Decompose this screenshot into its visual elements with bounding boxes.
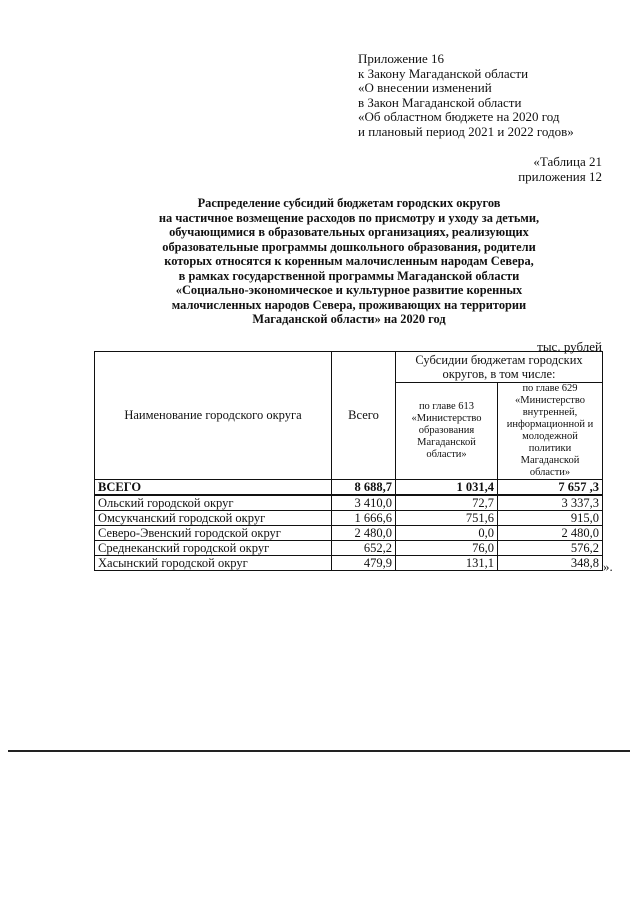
table-row xyxy=(95,526,603,541)
cell-c629: 2 480,0 xyxy=(498,526,603,541)
annex-line: «О внесении изменений xyxy=(358,80,492,96)
subsidy-table xyxy=(94,351,603,571)
title-line: которых относятся к коренным малочисленным народам Севера, xyxy=(164,254,534,268)
cell-name: Северо-Эвенский городской округ xyxy=(95,526,332,541)
cell-c629: 348,8 xyxy=(498,556,603,571)
cell-total: 479,9 xyxy=(332,556,396,571)
cell-total: 2 480,0 xyxy=(332,526,396,541)
cell-name: Ольский городской округ xyxy=(95,495,332,511)
annex-line: Приложение 16 xyxy=(358,51,445,66)
annex-line: в Закон Магаданской области xyxy=(358,94,522,110)
title-line: Распределение субсидий бюджетам городских округов xyxy=(197,196,501,210)
title-line: образовательные программы дошкольного образования, родители xyxy=(162,239,536,254)
title-line: Магаданской области» на 2020 год xyxy=(252,312,446,326)
table-reference-line2: приложения 12 xyxy=(518,169,602,184)
header-chapter-613: по главе 613 «Министерство образования Магаданской области» xyxy=(396,383,498,480)
document-title xyxy=(96,196,602,327)
cell-name: Среднеканский городской округ xyxy=(95,541,332,556)
cell-c629: 915,0 xyxy=(498,511,603,526)
table-reference-line1: «Таблица 21 xyxy=(533,154,602,169)
header-subsidies: Субсидии бюджетам городских округов, в том числе: xyxy=(396,352,603,383)
cell-total: 3 410,0 xyxy=(332,495,396,511)
cell-name: Хасынский городской округ xyxy=(95,556,332,571)
annex-line: и плановый период 2021 и 2022 годов» xyxy=(358,123,574,139)
table-reference xyxy=(518,154,602,184)
header-chapter-629: по главе 629 «Министерство внутренней, информационной и молодежной политики Магаданской области» xyxy=(498,383,603,480)
cell-c629: 3 337,3 xyxy=(498,495,603,511)
header-name: Наименование городского округа xyxy=(95,352,332,480)
table-row-total xyxy=(95,480,603,496)
cell-c613: 72,7 xyxy=(396,495,498,511)
table-row xyxy=(95,495,603,511)
table-row xyxy=(95,541,603,556)
horizontal-rule xyxy=(8,750,630,752)
cell-c613: 131,1 xyxy=(396,556,498,571)
cell-c629: 576,2 xyxy=(498,541,603,556)
cell-c629: 7 657 ,3 xyxy=(498,480,603,496)
cell-c613: 751,6 xyxy=(396,511,498,526)
cell-name: Омсукчанский городской округ xyxy=(95,511,332,526)
unit-label: тыс. рублей xyxy=(537,339,602,354)
table-header-row xyxy=(95,352,603,383)
annex-line: к Закону Магаданской области xyxy=(358,65,529,81)
title-line: малочисленных народов Севера, проживающих на территории xyxy=(171,297,527,312)
cell-c613: 0,0 xyxy=(396,526,498,541)
cell-name: ВСЕГО xyxy=(95,480,332,496)
annex-line: «Об областном бюджете на 2020 год xyxy=(358,109,560,125)
title-line: «Социально-экономическое и культурное развитие коренных xyxy=(175,283,523,297)
cell-c613: 76,0 xyxy=(396,541,498,556)
table-row xyxy=(95,511,603,526)
cell-total: 8 688,7 xyxy=(332,480,396,496)
cell-c613: 1 031,4 xyxy=(396,480,498,496)
cell-total: 652,2 xyxy=(332,541,396,556)
title-line: в рамках государственной программы Магаданской области xyxy=(178,268,520,283)
table-row xyxy=(95,556,603,571)
closing-quote-mark: ». xyxy=(603,559,613,574)
annex-header xyxy=(358,52,628,140)
header-total: Всего xyxy=(332,352,396,480)
title-line: на частичное возмещение расходов по присмотру и уходу за детьми, xyxy=(158,210,540,225)
title-line: обучающимися в образовательных организациях, реализующих xyxy=(169,225,529,239)
cell-total: 1 666,6 xyxy=(332,511,396,526)
